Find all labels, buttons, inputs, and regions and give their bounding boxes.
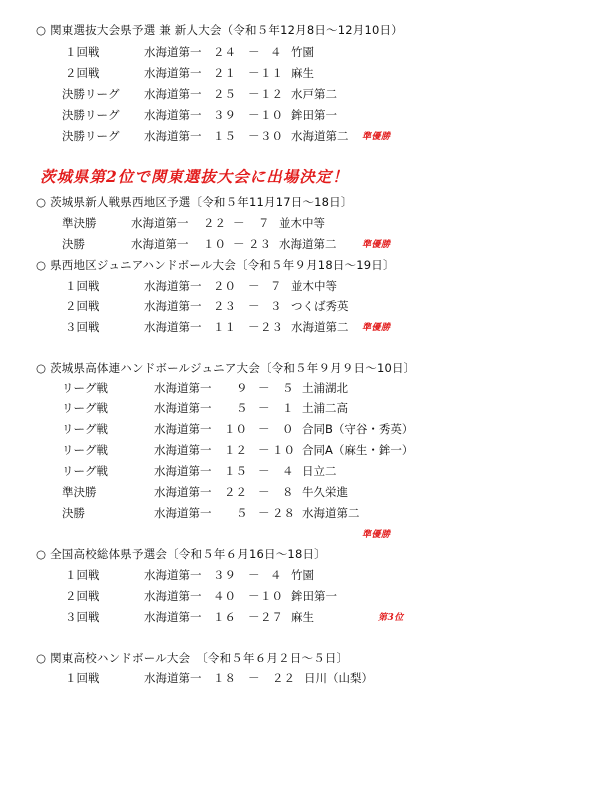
match-team: 水海道第一 — [154, 401, 212, 415]
match-score-home: １２ — [224, 443, 247, 457]
match-dash: － — [233, 237, 245, 251]
match-opponent: 水海道第二 — [291, 129, 349, 143]
match-row — [0, 505, 600, 521]
match-dash: － — [258, 401, 270, 415]
match-team: 水海道第一 — [144, 45, 202, 59]
match-round: １回戦 — [65, 568, 100, 582]
match-score-away: １０ — [260, 589, 283, 603]
match-score-home: ３９ — [213, 108, 236, 122]
match-round: ３回戦 — [65, 610, 100, 624]
match-team: 水海道第一 — [144, 589, 202, 603]
match-round: 決勝 — [62, 506, 85, 520]
match-opponent: 土浦湖北 — [302, 381, 348, 395]
match-team: 水海道第一 — [144, 87, 202, 101]
match-opponent: 水海道第二 — [279, 237, 337, 251]
match-score-home: ２４ — [213, 45, 236, 59]
match-round: 決勝リーグ — [62, 129, 120, 143]
match-team: 水海道第一 — [144, 279, 202, 293]
match-team: 水海道第一 — [144, 299, 202, 313]
match-score-home: １０ — [224, 422, 247, 436]
match-score-away: ２３ — [248, 237, 271, 251]
match-team: 水海道第一 — [144, 610, 202, 624]
match-round: １回戦 — [65, 279, 100, 293]
match-score-home: ２２ — [203, 216, 226, 230]
match-score-away: ５ — [282, 381, 294, 395]
match-opponent: 並木中等 — [279, 216, 325, 230]
match-score-away: ２７ — [260, 610, 283, 624]
match-score-home: ２０ — [213, 279, 236, 293]
match-row — [0, 567, 600, 583]
match-score-away: ４ — [282, 464, 294, 478]
match-opponent: 水海道第二 — [302, 506, 360, 520]
match-dash: － — [248, 279, 260, 293]
match-team: 水海道第一 — [144, 129, 202, 143]
footer-badge-row — [0, 526, 600, 542]
match-dash: － — [248, 87, 260, 101]
match-dash: － — [258, 422, 270, 436]
match-score-away: ２２ — [272, 671, 295, 685]
match-opponent: 合同A（麻生・鉾一） — [302, 443, 414, 457]
match-score-home: １０ — [203, 237, 226, 251]
match-score-home: ２１ — [213, 66, 236, 80]
match-dash: － — [233, 216, 245, 230]
match-opponent: 土浦二高 — [302, 401, 348, 415]
match-opponent: 日立二 — [302, 464, 337, 478]
match-dash: － — [248, 671, 260, 685]
match-opponent: 鉾田第一 — [291, 589, 337, 603]
match-team: 水海道第一 — [154, 464, 212, 478]
match-round: １回戦 — [65, 671, 100, 685]
match-opponent: 水海道第二 — [291, 320, 349, 334]
match-team: 水海道第一 — [131, 237, 189, 251]
match-round: 決勝 — [62, 237, 85, 251]
match-score-home: ２５ — [213, 87, 236, 101]
match-row — [0, 44, 600, 60]
match-row — [0, 588, 600, 604]
match-row — [0, 319, 600, 335]
match-row — [0, 65, 600, 81]
match-round: ３回戦 — [65, 320, 100, 334]
match-row — [0, 670, 600, 686]
match-opponent: 日川（山梨） — [304, 671, 373, 685]
match-row — [0, 442, 600, 458]
match-team: 水海道第一 — [144, 568, 202, 582]
match-row — [0, 609, 600, 625]
match-score-home: ２２ — [224, 485, 247, 499]
match-team: 水海道第一 — [131, 216, 189, 230]
match-row — [0, 128, 600, 144]
match-round: ２回戦 — [65, 66, 100, 80]
qualification-banner: 茨城県第2位で関東選抜大会に出場決定！ — [40, 167, 349, 186]
match-dash: － — [258, 506, 270, 520]
match-score-away: １ — [282, 401, 294, 415]
result-badge: 準優勝 — [362, 323, 391, 333]
match-score-away: ７ — [270, 279, 282, 293]
match-team: 水海道第一 — [154, 381, 212, 395]
result-badge: 準優勝 — [362, 240, 391, 250]
match-row — [0, 215, 600, 231]
match-row — [0, 400, 600, 416]
match-opponent: 並木中等 — [291, 279, 337, 293]
tournament-title: ○ 関東高校ハンドボール大会 〔令和５年６月２日〜５日〕 — [36, 651, 349, 665]
match-score-away: ４ — [270, 568, 282, 582]
match-dash: － — [258, 464, 270, 478]
match-row — [0, 463, 600, 479]
match-dash: － — [248, 66, 260, 80]
match-round: １回戦 — [65, 45, 100, 59]
match-dash: － — [248, 568, 260, 582]
match-dash: － — [248, 320, 260, 334]
match-dash: － — [258, 485, 270, 499]
match-score-home: １６ — [213, 610, 236, 624]
match-team: 水海道第一 — [154, 485, 212, 499]
match-score-home: １５ — [224, 464, 247, 478]
match-score-away: １０ — [272, 443, 295, 457]
match-score-away: １２ — [260, 87, 283, 101]
match-score-away: ２８ — [272, 506, 295, 520]
match-round: 決勝リーグ — [62, 108, 120, 122]
tournament-title: ○ 茨城県高体連ハンドボールジュニア大会〔令和５年９月９日〜10日〕 — [36, 361, 416, 375]
match-round: ２回戦 — [65, 589, 100, 603]
match-score-away: ３ — [270, 299, 282, 313]
tournament-title: ○ 関東選抜大会県予選 兼 新人大会（令和５年12月8日〜12月10日） — [36, 23, 403, 37]
tournament-title: ○ 県西地区ジュニアハンドボール大会〔令和５年９月18日〜19日〕 — [36, 258, 395, 272]
match-score-away: ０ — [282, 422, 294, 436]
match-score-away: ４ — [270, 45, 282, 59]
match-team: 水海道第一 — [144, 66, 202, 80]
match-opponent: 竹園 — [291, 45, 314, 59]
match-team: 水海道第一 — [154, 506, 212, 520]
match-score-home: ５ — [236, 506, 248, 520]
match-opponent: 竹園 — [291, 568, 314, 582]
match-round: リーグ戦 — [62, 381, 108, 395]
match-team: 水海道第一 — [144, 671, 202, 685]
match-opponent: 麻生 — [291, 610, 314, 624]
match-score-home: ３９ — [213, 568, 236, 582]
match-round: リーグ戦 — [62, 401, 108, 415]
match-row — [0, 298, 600, 314]
match-score-home: ９ — [236, 381, 248, 395]
match-dash: － — [248, 45, 260, 59]
match-row — [0, 484, 600, 500]
match-round: 準決勝 — [62, 485, 97, 499]
match-opponent: 合同B（守谷・秀英） — [302, 422, 414, 436]
match-team: 水海道第一 — [144, 108, 202, 122]
match-dash: － — [248, 108, 260, 122]
result-badge: 準優勝 — [362, 132, 391, 142]
match-score-home: １１ — [213, 320, 236, 334]
match-score-away: １１ — [260, 66, 283, 80]
match-score-home: ２３ — [213, 299, 236, 313]
match-dash: － — [248, 610, 260, 624]
match-dash: － — [248, 129, 260, 143]
match-row — [0, 107, 600, 123]
match-round: リーグ戦 — [62, 443, 108, 457]
match-score-home: ５ — [236, 401, 248, 415]
match-opponent: 鉾田第一 — [291, 108, 337, 122]
match-team: 水海道第一 — [144, 320, 202, 334]
match-score-home: １５ — [213, 129, 236, 143]
match-team: 水海道第一 — [154, 422, 212, 436]
match-round: 決勝リーグ — [62, 87, 120, 101]
match-row — [0, 86, 600, 102]
match-round: リーグ戦 — [62, 464, 108, 478]
match-row — [0, 380, 600, 396]
match-score-away: ７ — [258, 216, 270, 230]
match-dash: － — [258, 381, 270, 395]
match-row — [0, 236, 600, 252]
match-score-away: １０ — [260, 108, 283, 122]
match-opponent: 麻生 — [291, 66, 314, 80]
match-score-away: ８ — [282, 485, 294, 499]
match-score-away: ３０ — [260, 129, 283, 143]
match-round: ２回戦 — [65, 299, 100, 313]
result-badge: 第3位 — [378, 613, 404, 623]
result-badge: 準優勝 — [362, 530, 391, 540]
match-score-home: １８ — [213, 671, 236, 685]
match-opponent: 牛久栄進 — [302, 485, 348, 499]
match-row — [0, 278, 600, 294]
match-dash: － — [258, 443, 270, 457]
match-team: 水海道第一 — [154, 443, 212, 457]
match-dash: － — [248, 299, 260, 313]
match-score-home: ４０ — [213, 589, 236, 603]
tournament-title: ○ 全国高校総体県予選会〔令和５年６月16日〜18日〕 — [36, 547, 326, 561]
match-dash: － — [248, 589, 260, 603]
match-round: 準決勝 — [62, 216, 97, 230]
match-score-away: ２３ — [260, 320, 283, 334]
match-opponent: 水戸第二 — [291, 87, 337, 101]
match-row — [0, 421, 600, 437]
tournament-title: ○ 茨城県新人戦県西地区予選〔令和５年11月17日〜18日〕 — [36, 195, 353, 209]
match-opponent: つくば秀英 — [291, 299, 349, 313]
match-round: リーグ戦 — [62, 422, 108, 436]
